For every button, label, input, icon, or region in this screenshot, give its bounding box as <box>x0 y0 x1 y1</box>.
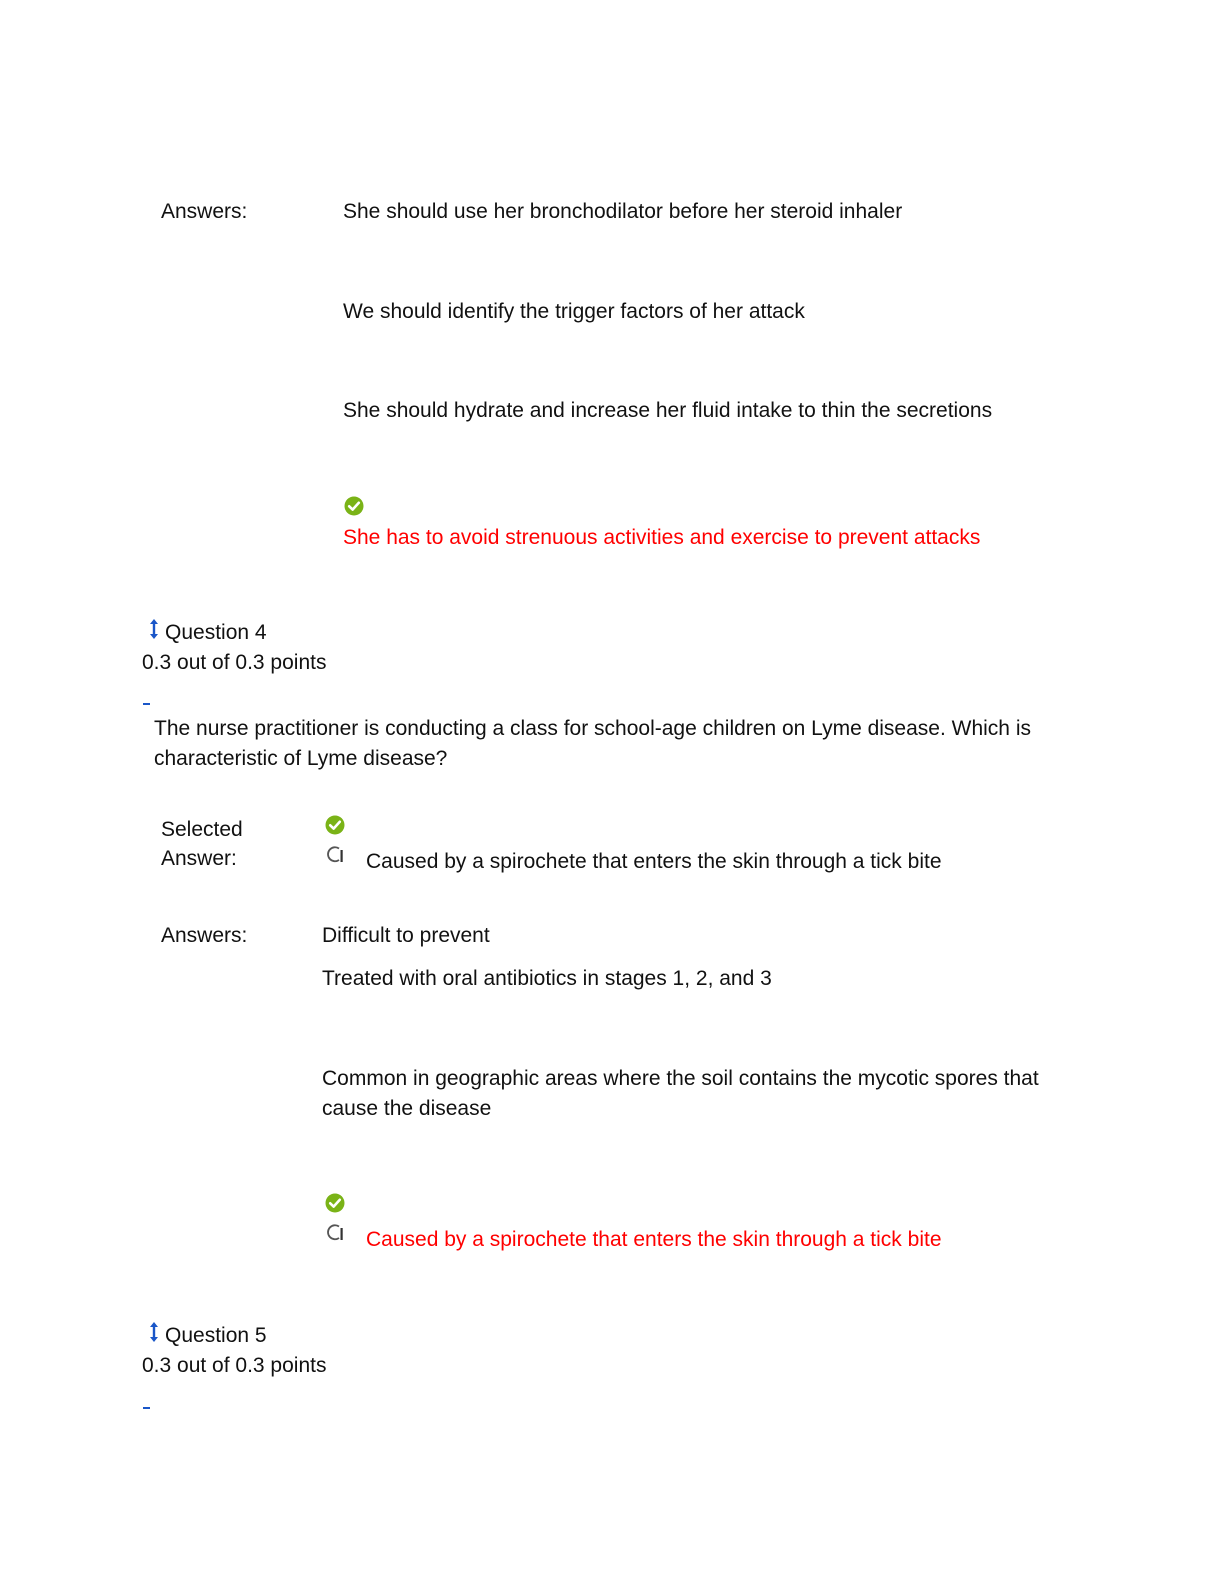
q4-answer-3: Common in geographic areas where the soil contains the mycotic spores that cause the disease <box>322 1067 1039 1120</box>
correct-check-icon <box>325 1193 345 1213</box>
q4-answer-2: Treated with oral antibiotics in stages 1, 2, and 3 <box>322 967 772 990</box>
q4-answers-label: Answers: <box>161 924 248 947</box>
q4-answer-4-correct: Caused by a spirochete that enters the skin through a tick bite <box>366 1228 942 1251</box>
question-5-title: Question 5 <box>165 1324 267 1347</box>
q3-answer-3: She should hydrate and increase her fluid intake to thin the secretions <box>343 399 993 422</box>
question-5-collapse-dash[interactable] <box>143 1407 150 1409</box>
question-4-prompt: The nurse practitioner is conducting a class for school-age children on Lyme disease. Which is characteristic of Lyme disease? <box>154 717 1031 770</box>
correct-check-icon <box>325 815 345 835</box>
question-4-title: Question 4 <box>165 621 267 644</box>
question-4-collapse-dash[interactable] <box>143 703 150 705</box>
q3-answer-4-correct: She has to avoid strenuous activities and exercise to prevent attacks <box>343 526 981 549</box>
reorder-arrow-icon[interactable] <box>147 618 161 640</box>
selected-answer-text: Caused by a spirochete that enters the skin through a tick bite <box>366 850 942 873</box>
question-4-points: 0.3 out of 0.3 points <box>142 651 327 674</box>
selected-answer-label-line1: Selected <box>161 818 243 841</box>
q3-answers-label: Answers: <box>161 200 248 223</box>
correct-check-icon <box>344 496 364 516</box>
q3-answer-1: She should use her bronchodilator before her steroid inhaler <box>343 200 903 223</box>
selected-radio-icon <box>325 1223 345 1243</box>
selected-radio-icon <box>325 845 345 865</box>
reorder-arrow-icon[interactable] <box>147 1321 161 1343</box>
question-5-points: 0.3 out of 0.3 points <box>142 1354 327 1377</box>
selected-answer-label-line2: Answer: <box>161 847 237 870</box>
q3-answer-2: We should identify the trigger factors of her attack <box>343 300 805 323</box>
q4-answer-1: Difficult to prevent <box>322 924 490 947</box>
